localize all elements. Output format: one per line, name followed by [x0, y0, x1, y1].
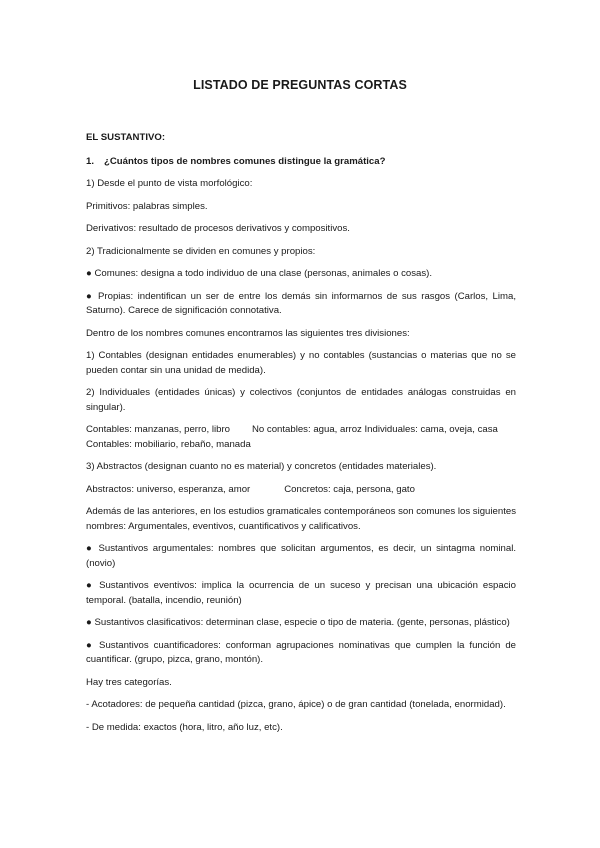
document-title: LISTADO DE PREGUNTAS CORTAS [193, 78, 407, 92]
examples-concretos: Concretos: caja, persona, gato [284, 483, 415, 495]
dash-item: - De medida: exactos (hora, litro, año luz, etc). [86, 721, 283, 733]
question-text: ¿Cuántos tipos de nombres comunes distingue la gramática? [104, 155, 386, 167]
bullet-item: ● Sustantivos eventivos: implica la ocurrencia de un suceso y precisan una ubicación espacio temporal. (batalla, incendio, reunión) [86, 580, 516, 606]
bullet-item: ● Propias: indentifican un ser de entre los demás sin informarnos de sus rasgos (Carlos, Lima, Saturno). Carece de significación connotativa. [86, 290, 516, 316]
dash-item: - Acotadores: de pequeña cantidad (pizca, grano, ápice) o de gran cantidad (tonelada, enormidad). [86, 699, 506, 710]
paragraph: Además de las anteriores, en los estudios gramaticales contemporáneos son comunes los siguientes nombres: Argumentales, eventivos, cuantificativos y calificativos. [86, 506, 516, 532]
paragraph: Derivativos: resultado de procesos derivativos y compositivos. [86, 223, 350, 234]
bullet-item: ● Comunes: designa a todo individuo de una clase (personas, animales o cosas). [86, 268, 433, 279]
examples-no-contables: No contables: agua, arroz Individuales: cama, oveja, casa [251, 424, 498, 435]
question-number: 1. [86, 155, 95, 167]
examples-block [86, 483, 516, 498]
paragraph: Dentro de los nombres comunes encontramos las siguientes tres divisiones: [86, 327, 410, 339]
paragraph: 2) Tradicionalmente se dividen en comunes y propios: [86, 245, 316, 257]
paragraph: Primitivos: palabras simples. [86, 200, 208, 212]
bullet-item: ● Sustantivos argumentales: nombres que solicitan argumentos, es decir, un sintagma nominal. (novio) [86, 543, 516, 569]
paragraph: 1) Contables (designan entidades enumerables) y no contables (sustancias o materias que no se pueden contar sin una unidad de medida). [86, 350, 516, 376]
examples-block [86, 423, 516, 452]
examples-colectivos: Contables: mobiliario, rebaño, manada [86, 438, 251, 450]
document-body [86, 131, 516, 743]
bullet-item: ● Sustantivos clasificativos: determinan clase, especie o tipo de materia. (gente, personas, plástico) [86, 617, 510, 628]
question-1 [86, 155, 516, 170]
examples-contables: Contables: manzanas, perro, libro [86, 424, 230, 435]
examples-abstractos: Abstractos: universo, esperanza, amor [86, 483, 251, 495]
paragraph: 3) Abstractos (designan cuanto no es material) y concretos (entidades materiales). [86, 461, 437, 472]
section-heading: EL SUSTANTIVO: [86, 132, 166, 143]
paragraph: Hay tres categorías. [86, 676, 172, 688]
bullet-item: ● Sustantivos cuantificadores: conforman agrupaciones nominativas que cumplen la función de cuantificar. (grupo, pizca, grano, montón). [86, 639, 516, 665]
paragraph: 1) Desde el punto de vista morfológico: [86, 178, 253, 189]
paragraph: 2) Individuales (entidades únicas) y colectivos (conjuntos de entidades análogas construidas en singular). [86, 387, 516, 413]
